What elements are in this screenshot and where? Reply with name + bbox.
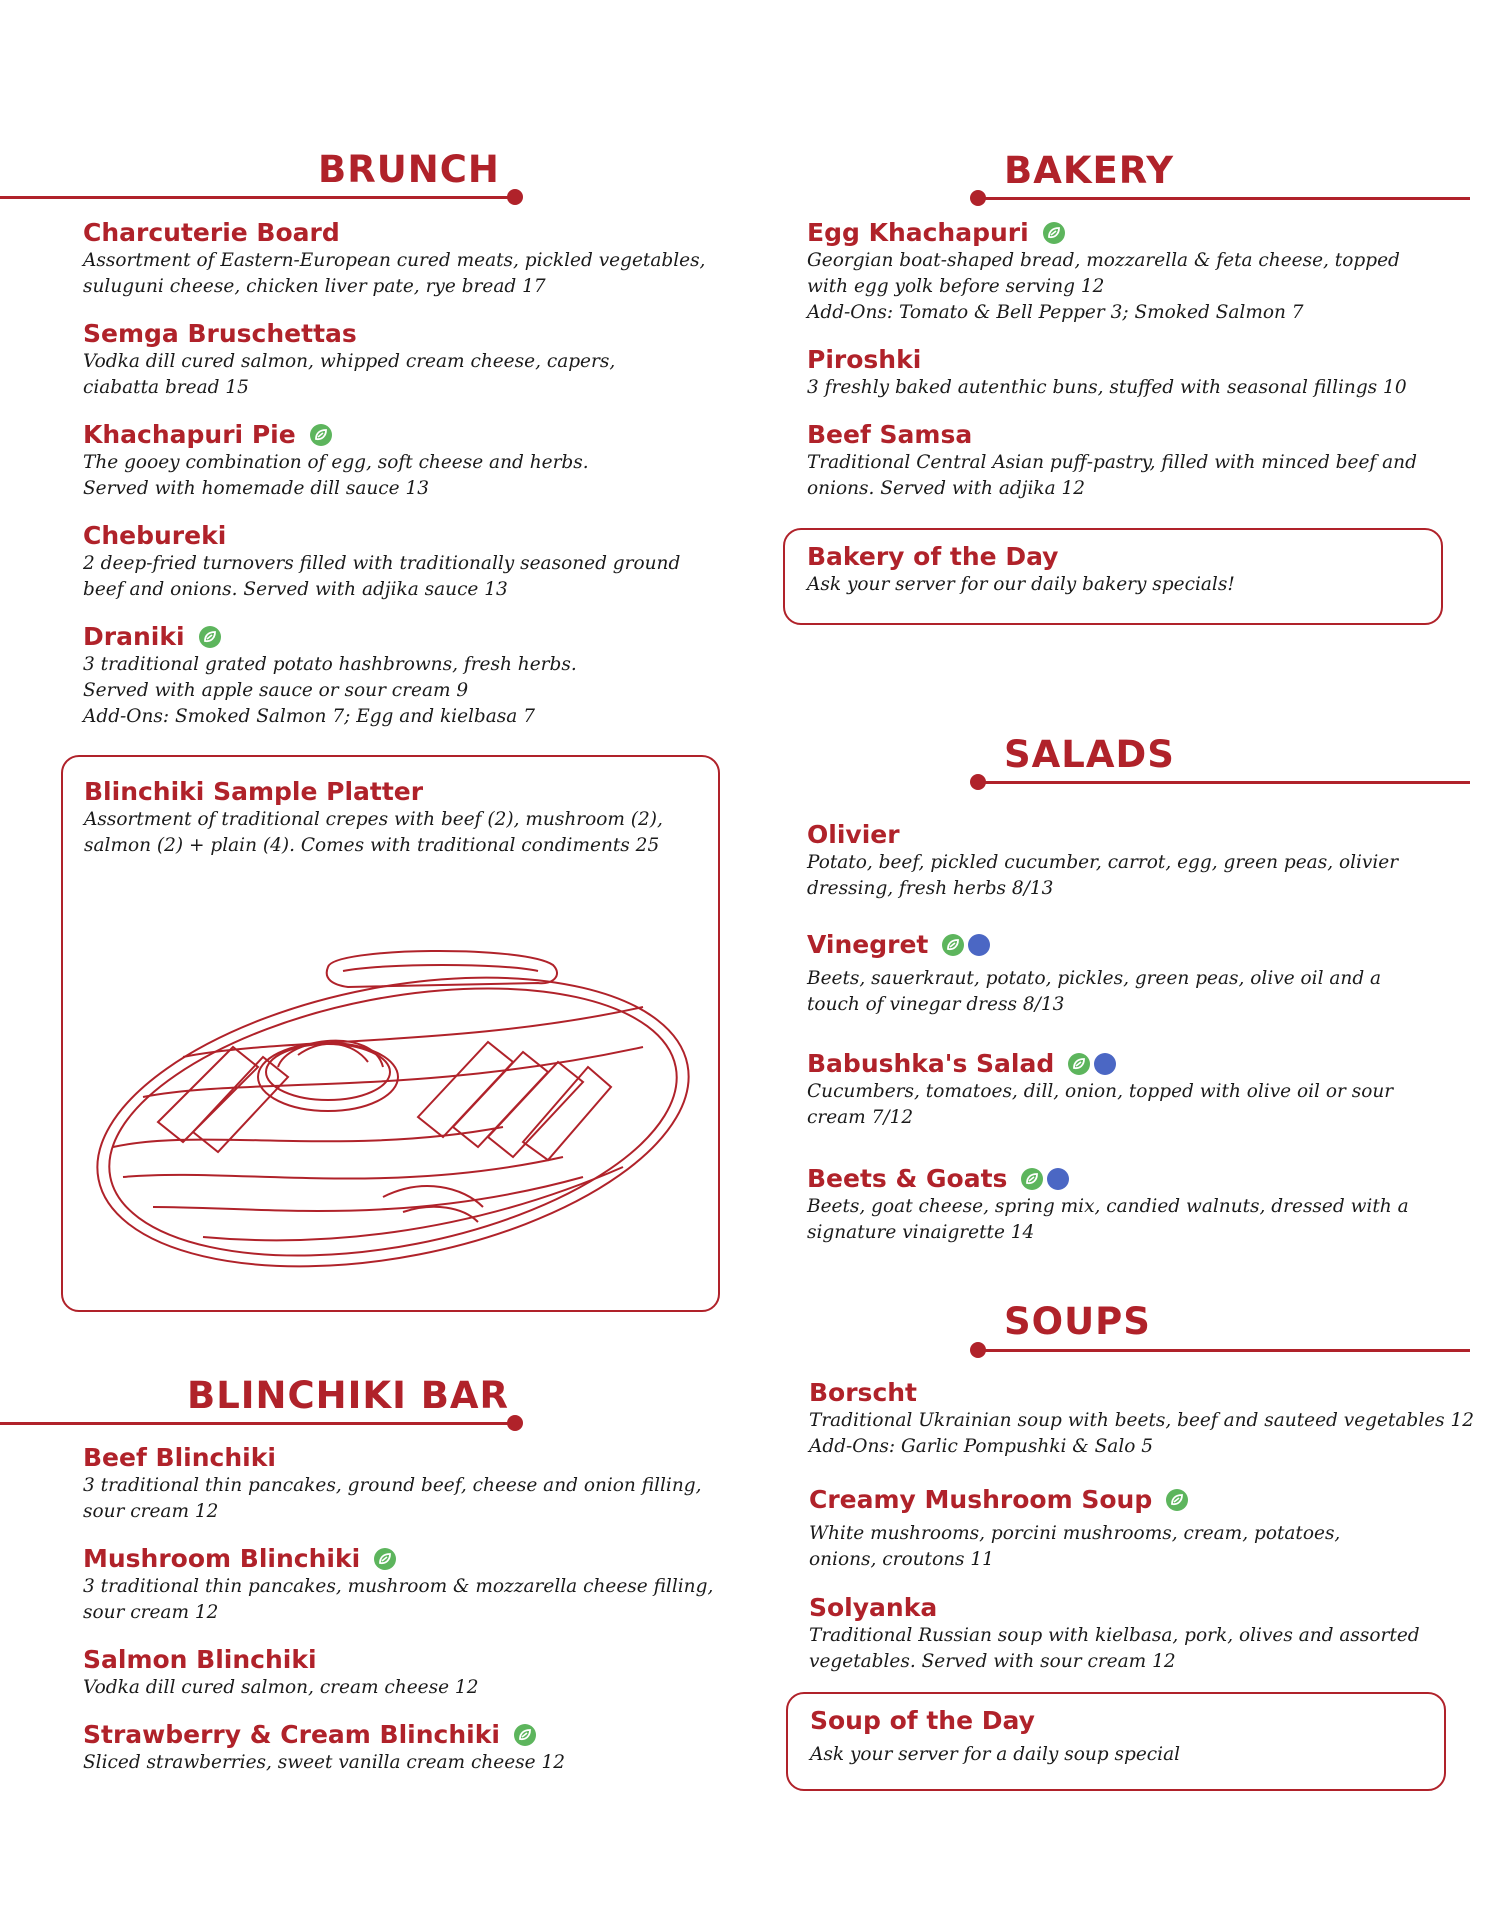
salads-title: SALADS <box>1004 733 1175 776</box>
item-name: Vinegret <box>807 930 929 959</box>
item-name: Babushka's Salad <box>807 1049 1055 1078</box>
item-description: Vodka dill cured salmon, whipped cream cheese, capers, ciabatta bread 15 <box>83 351 616 398</box>
menu-item <box>809 1378 1474 1460</box>
vegetarian-icon <box>374 1548 396 1570</box>
item-name: Solyanka <box>809 1593 938 1622</box>
item-name: Khachapuri Pie <box>83 420 296 449</box>
item-description: Assortment of Eastern-European cured meats, pickled vegetables, suluguni cheese, chicken liver pate, rye bread 17 <box>83 250 706 297</box>
item-name: Piroshki <box>807 345 922 374</box>
item-name: Mushroom Blinchiki <box>83 1544 361 1573</box>
item-description: Beets, goat cheese, spring mix, candied walnuts, dressed with a signature vinaigrette 14 <box>807 1196 1409 1243</box>
platter-description: Assortment of traditional crepes with beef (2), mushroom (2), salmon (2) + plain (4). Comes with traditional condiments 25 <box>84 809 663 856</box>
bakery-rule <box>976 197 1470 200</box>
item-description: Vodka dill cured salmon, cream cheese 12 <box>83 1677 479 1698</box>
item-name: Semga Bruschettas <box>83 319 357 348</box>
vegetarian-icon <box>1021 1168 1043 1190</box>
menu-item <box>83 521 680 603</box>
item-description: Traditional Central Asian puff-pastry, filled with minced beef and onions. Served with adjika 12 <box>807 452 1417 499</box>
item-description: The gooey combination of egg, soft cheese and herbs. Served with homemade dill sauce 13 <box>83 452 589 499</box>
item-name: Olivier <box>807 820 900 849</box>
menu-item <box>809 1485 1340 1573</box>
menu-item <box>807 218 1400 326</box>
blinchiki-bar-title: BLINCHIKI BAR <box>187 1374 510 1417</box>
vegan-dot-icon <box>1047 1168 1069 1190</box>
item-description: Potato, beef, pickled cucumber, carrot, egg, green peas, olivier dressing, fresh herbs 8/13 <box>807 852 1399 899</box>
menu-item <box>83 1443 701 1525</box>
vegetarian-icon <box>310 424 332 446</box>
brunch-rule-dot <box>507 189 523 205</box>
item-name: Draniki <box>83 622 185 651</box>
item-description: White mushrooms, porcini mushrooms, cream, potatoes, onions, croutons 11 <box>809 1523 1341 1570</box>
item-name: Salmon Blinchiki <box>83 1645 317 1674</box>
menu-item <box>83 420 589 502</box>
special-description: Ask your server for our daily bakery specials! <box>807 574 1235 595</box>
soup-of-the-day-box <box>786 1692 1446 1791</box>
menu-item <box>83 218 705 300</box>
brunch-rule <box>0 196 514 199</box>
item-name: Charcuterie Board <box>83 218 340 247</box>
item-description: Traditional Russian soup with kielbasa, pork, olives and assorted vegetables. Served with sour cream 12 <box>809 1625 1420 1672</box>
item-description: Beets, sauerkraut, potato, pickles, green peas, olive oil and a touch of vinegar dress 8/13 <box>807 968 1382 1015</box>
bakery-title: BAKERY <box>1004 149 1175 192</box>
special-name: Soup of the Day <box>810 1706 1035 1735</box>
item-description: 3 traditional thin pancakes, ground beef, cheese and onion filling, sour cream 12 <box>83 1475 702 1522</box>
item-name: Beef Blinchiki <box>83 1443 276 1472</box>
item-name: Borscht <box>809 1378 918 1407</box>
menu-item <box>83 319 615 401</box>
menu-item <box>807 820 1398 902</box>
vegan-dot-icon <box>968 934 990 956</box>
item-description: 3 traditional grated potato hashbrowns, fresh herbs. Served with apple sauce or sour cream 9 Add-Ons: Smoked Salmon 7; Egg and kielbasa 7 <box>83 654 577 727</box>
soups-rule <box>976 1349 1470 1352</box>
platter-name: Blinchiki Sample Platter <box>84 777 424 806</box>
vegetarian-icon <box>1043 222 1065 244</box>
menu-item <box>83 1645 478 1701</box>
vegan-dot-icon <box>1094 1053 1116 1075</box>
item-description: Georgian boat-shaped bread, mozzarella & feta cheese, topped with egg yolk before serving 12 Add-Ons: Tomato & Bell Pepper 3; Smoked Salmon 7 <box>807 250 1400 323</box>
platter-illustration <box>83 927 703 1287</box>
menu-item <box>807 930 1381 1018</box>
item-description: Traditional Ukrainian soup with beets, beef and sauteed vegetables 12 Add-Ons: Garlic Pompushki & Salo 5 <box>809 1410 1475 1457</box>
item-description: 2 deep-fried turnovers filled with traditionally seasoned ground beef and onions. Served with adjika sauce 13 <box>83 553 681 600</box>
item-name: Strawberry & Cream Blinchiki <box>83 1720 500 1749</box>
vegetarian-icon <box>514 1724 536 1746</box>
vegetarian-icon <box>1068 1053 1090 1075</box>
item-description: Sliced strawberries, sweet vanilla cream cheese 12 <box>83 1752 566 1773</box>
item-name: Egg Khachapuri <box>807 218 1029 247</box>
menu-item <box>809 1593 1420 1675</box>
item-description: Cucumbers, tomatoes, dill, onion, topped with olive oil or sour cream 7/12 <box>807 1081 1394 1128</box>
menu-item <box>83 622 577 730</box>
menu-item <box>83 1544 713 1626</box>
menu-item <box>807 1049 1393 1131</box>
item-name: Beets & Goats <box>807 1164 1008 1193</box>
menu-item <box>807 345 1407 401</box>
vegetarian-icon <box>1166 1489 1188 1511</box>
vegetarian-icon <box>942 934 964 956</box>
special-description: Ask your server for a daily soup special <box>810 1744 1181 1765</box>
item-name: Chebureki <box>83 521 227 550</box>
bakery-of-the-day-box <box>783 528 1443 625</box>
menu-item <box>807 1164 1409 1246</box>
salads-rule <box>976 781 1470 784</box>
special-name: Bakery of the Day <box>807 542 1059 571</box>
item-description: 3 freshly baked autenthic buns, stuffed with seasonal fillings 10 <box>807 377 1407 398</box>
platter-box <box>61 755 720 1312</box>
vegetarian-icon <box>199 626 221 648</box>
item-name: Beef Samsa <box>807 420 973 449</box>
soups-title: SOUPS <box>1004 1300 1151 1343</box>
item-name: Creamy Mushroom Soup <box>809 1485 1153 1514</box>
blinchiki-bar-rule <box>0 1422 514 1425</box>
blinchiki-bar-rule-dot <box>507 1415 523 1431</box>
menu-item <box>83 1720 565 1776</box>
item-description: 3 traditional thin pancakes, mushroom & mozzarella cheese filling, sour cream 12 <box>83 1576 714 1623</box>
menu-item <box>807 420 1417 502</box>
brunch-title: BRUNCH <box>318 148 500 191</box>
